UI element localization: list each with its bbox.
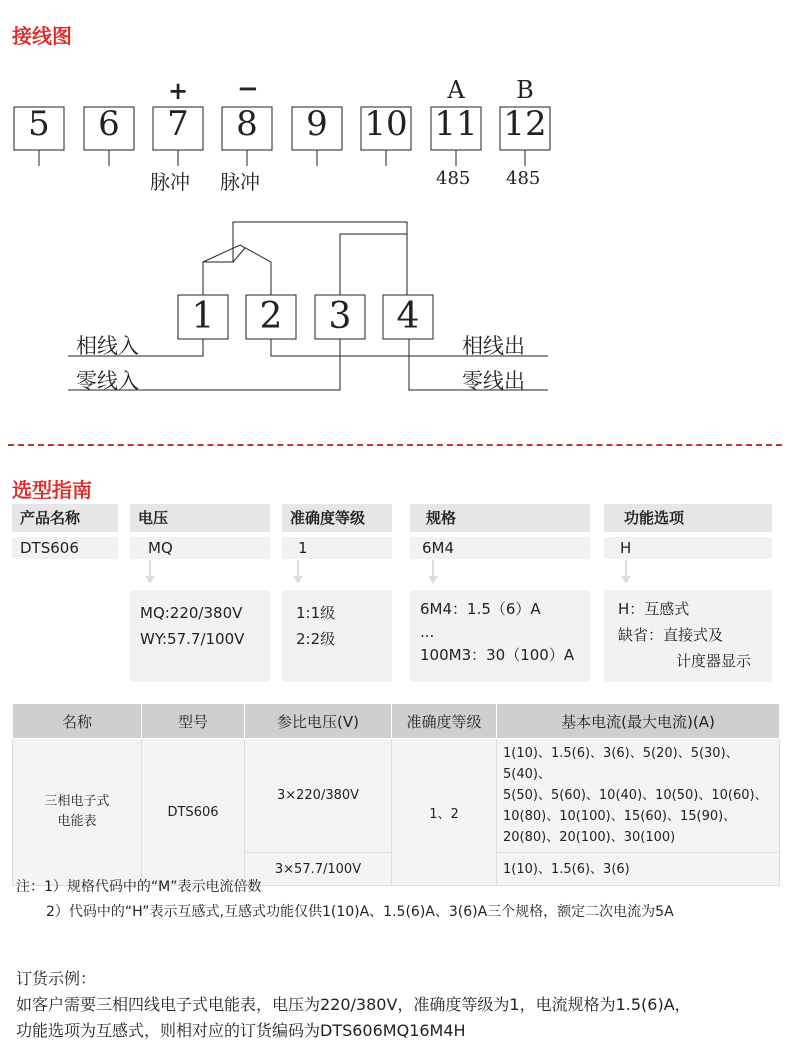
mark-a: A bbox=[447, 76, 465, 104]
terminal-10: 10 bbox=[364, 104, 408, 144]
terminal-1: 1 bbox=[191, 296, 215, 337]
detail-voltage-1: MQ:220/380V bbox=[140, 604, 243, 622]
detail-accuracy bbox=[282, 590, 392, 682]
section-divider bbox=[8, 444, 782, 446]
pulse-label-8: 脉冲 bbox=[220, 170, 260, 194]
value-product: DTS606 bbox=[12, 537, 118, 559]
th-current: 基本电流(最大电流)(A) bbox=[497, 704, 780, 739]
neutral-out-label: 零线出 bbox=[462, 369, 525, 393]
rs485-label-12: 485 bbox=[506, 168, 541, 189]
mark-b: B bbox=[516, 76, 534, 104]
th-model: 型号 bbox=[142, 704, 245, 739]
order-line-1: 如客户需要三相四线电子式电能表，电压为220/380V，准确度等级为1，电流规格为1.5(6)A， bbox=[16, 995, 691, 1014]
header-voltage: 电压 bbox=[130, 504, 270, 532]
header-accuracy: 准确度等级 bbox=[282, 504, 392, 532]
value-voltage: MQ bbox=[130, 537, 270, 559]
guide-title: 选型指南 bbox=[12, 478, 92, 502]
order-title: 订货示例： bbox=[16, 969, 97, 988]
terminal-12: 12 bbox=[503, 104, 547, 144]
pulse-label-7: 脉冲 bbox=[150, 170, 190, 194]
td-voltage-1: 3×220/380V bbox=[245, 739, 392, 853]
rs485-label-11: 485 bbox=[436, 168, 471, 189]
neutral-in-label: 零线入 bbox=[76, 369, 139, 393]
wiring-title: 接线图 bbox=[12, 24, 72, 48]
terminal-2: 2 bbox=[259, 296, 283, 337]
terminal-9: 9 bbox=[306, 104, 328, 144]
th-accuracy: 准确度等级 bbox=[392, 704, 497, 739]
td-accuracy: 1、2 bbox=[392, 739, 497, 886]
header-function: 功能选项 bbox=[604, 504, 772, 532]
note-2: 2）代码中的“H”表示互感式,互感式功能仅供1(10)A、1.5(6)A、3(6)A三个规格，额定二次电流为5A bbox=[46, 904, 674, 920]
detail-voltage bbox=[130, 590, 270, 682]
value-spec: 6M4 bbox=[410, 537, 590, 559]
detail-spec bbox=[410, 590, 590, 682]
arrow-stem-function bbox=[625, 560, 627, 576]
arrow-stem-spec bbox=[432, 560, 434, 576]
td-current-2: 1(10)、1.5(6)、3(6) bbox=[497, 853, 780, 886]
arrow-voltage bbox=[145, 576, 155, 584]
th-voltage: 参比电压(V) bbox=[245, 704, 392, 739]
detail-accuracy-2: 2:2级 bbox=[296, 630, 336, 648]
detail-spec-1: 6M4：1.5（6）A bbox=[420, 600, 541, 618]
detail-spec-3: 100M3：30（100）A bbox=[420, 646, 575, 664]
spec-table bbox=[12, 703, 780, 886]
detail-accuracy-1: 1:1级 bbox=[296, 604, 336, 622]
note-1: 注：1）规格代码中的“M”表示电流倍数 bbox=[16, 879, 262, 895]
terminal-3: 3 bbox=[328, 296, 352, 337]
detail-function-2: 缺省：直接式及 bbox=[618, 626, 724, 644]
phase-in-label: 相线入 bbox=[76, 334, 139, 358]
terminal-6: 6 bbox=[98, 104, 120, 144]
arrow-function bbox=[621, 576, 631, 584]
detail-spec-2: ... bbox=[420, 623, 435, 641]
td-name: 三相电子式 电能表 bbox=[13, 739, 142, 886]
terminal-8: 8 bbox=[236, 104, 258, 144]
terminal-4: 4 bbox=[396, 296, 420, 337]
detail-function-3: 计度器显示 bbox=[676, 652, 752, 670]
header-product-name: 产品名称 bbox=[12, 504, 118, 532]
current-line-3: 10(80)、10(100)、15(60)、15(90)、 bbox=[503, 809, 737, 824]
terminal-7: 7 bbox=[167, 104, 189, 144]
td-model: DTS606 bbox=[142, 739, 245, 886]
detail-function-1: H：互感式 bbox=[618, 600, 690, 618]
td-voltage-2: 3×57.7/100V bbox=[245, 853, 392, 886]
arrow-stem-accuracy bbox=[297, 560, 299, 576]
arrow-spec bbox=[428, 576, 438, 584]
header-spec: 规格 bbox=[410, 504, 590, 532]
current-line-1: 1(10)、1.5(6)、3(6)、5(20)、5(30)、5(40)、 bbox=[503, 746, 739, 782]
phase-out-label: 相线出 bbox=[462, 334, 525, 358]
minus-mark: − bbox=[237, 74, 259, 104]
arrow-stem-voltage bbox=[149, 560, 151, 576]
arrow-accuracy bbox=[293, 576, 303, 584]
terminal-11: 11 bbox=[434, 104, 478, 144]
value-accuracy: 1 bbox=[282, 537, 392, 559]
plus-mark: + bbox=[168, 76, 189, 105]
value-function: H bbox=[604, 537, 772, 559]
detail-voltage-2: WY:57.7/100V bbox=[140, 630, 245, 648]
th-name: 名称 bbox=[13, 704, 142, 739]
terminal-5: 5 bbox=[28, 104, 50, 144]
current-line-4: 20(80)、20(100)、30(100) bbox=[503, 830, 676, 845]
detail-function bbox=[604, 590, 772, 682]
td-current-1 bbox=[497, 739, 780, 853]
current-line-2: 5(50)、5(60)、10(40)、10(50)、10(60)、 bbox=[503, 788, 768, 803]
order-line-2: 功能选项为互感式，则相对应的订货编码为DTS606MQ16M4H bbox=[16, 1021, 466, 1040]
